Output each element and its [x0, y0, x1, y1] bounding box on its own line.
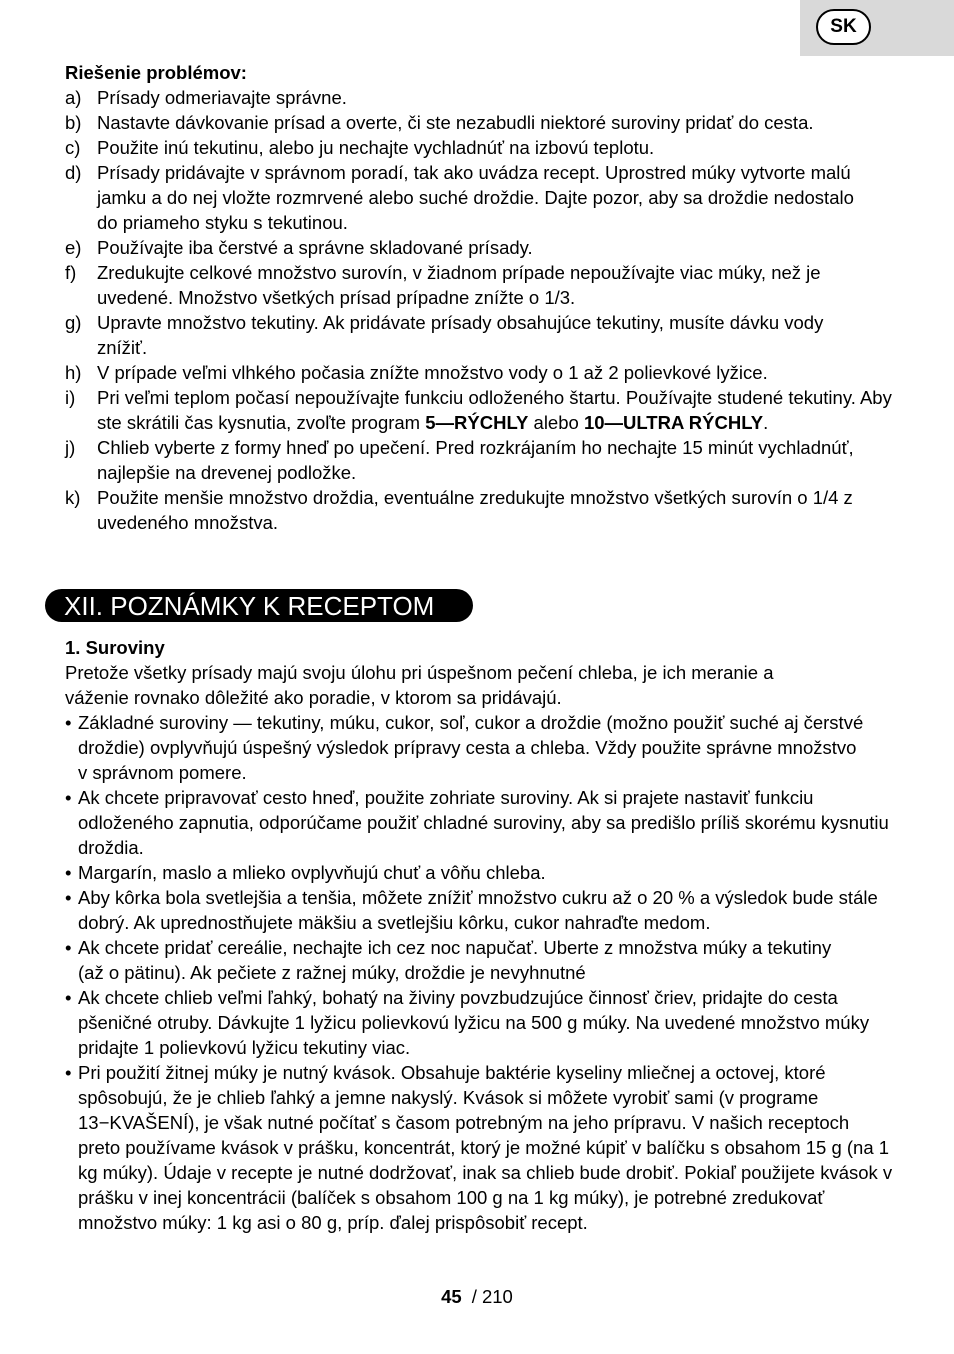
- list-item: g) Upravte množstvo tekutiny. Ak pridávate prísady obsahujúce tekutiny, musíte dávku vody znížiť.: [65, 312, 824, 358]
- current-page: 45: [441, 1286, 462, 1307]
- bullet: •: [65, 937, 72, 958]
- program-name: 5—RÝCHLY: [425, 412, 529, 433]
- list-item: • Ak chcete pripravovať cesto hneď, použite zohriate suroviny. Ak si prajete nastaviť funkciu odloženého zapnutia, odporúčame použiť chladné suroviny, aby sa predišlo príliš skorému kysnutiu droždia.: [65, 787, 889, 858]
- ingredients-heading: 1. Suroviny: [65, 637, 165, 658]
- list-item: e) Používajte iba čerstvé a správne skladované prísady.: [65, 237, 533, 258]
- ingredients-section: [65, 635, 895, 1235]
- bullet: •: [65, 787, 72, 808]
- list-item: • Ak chcete chlieb veľmi ľahký, bohatý na živiny povzbudzujúce činnosť čriev, pridajte do cesta pšeničné otruby. Dávkujte 1 lyžicu polievkovú lyžicu na 500 g múky. Na uvedené množstvo múky pridajte 1 polievkovú lyžicu tekutiny viac.: [65, 987, 870, 1058]
- troubleshooting-section: [65, 60, 895, 535]
- list-item: j) Chlieb vyberte z formy hneď po upečení. Pred rozkrájaním ho nechajte 15 minút vychladnúť, najlepšie na drevenej podložke.: [65, 437, 854, 483]
- list-item: • Margarín, maslo a mlieko ovplyvňujú chuť a vôňu chleba.: [65, 862, 546, 883]
- list-item: • Ak chcete pridať cereálie, nechajte ich cez noc napučať. Uberte z množstva múky a tekutiny (až o pätinu). Ak pečiete z ražnej múky, droždie je nevyhnutné: [65, 937, 832, 983]
- list-item: k) Použite menšie množstvo droždia, eventuálne zredukujte množstvo všetkých surovín o 1/4 z uvedeného množstva.: [65, 487, 853, 533]
- bullet: •: [65, 1062, 72, 1083]
- language-tab: [800, 0, 954, 56]
- list-item: f) Zredukujte celkové množstvo surovín, v žiadnom prípade nepoužívajte viac múky, než je uvedené. Množstvo všetkých prísad prípadne znížte o 1/3.: [65, 262, 821, 308]
- list-item: a) Prísady odmeriavajte správne.: [65, 87, 347, 108]
- list-item: • Aby kôrka bola svetlejšia a tenšia, môžete znížiť množstvo cukru až o 20 % a výsledok bude stále dobrý. Ak uprednostňujete mäkšiu a svetlejšiu kôrku, cukor nahraďte medom.: [65, 887, 878, 933]
- section-banner: XII. POZNÁMKY K RECEPTOM: [45, 589, 473, 622]
- list-item: c) Použite inú tekutinu, alebo ju nechajte vychladnúť na izbovú teplotu.: [65, 137, 655, 158]
- bullet: •: [65, 712, 72, 733]
- program-name: 10—ULTRA RÝCHLY: [583, 412, 764, 433]
- bullet: •: [65, 987, 72, 1008]
- language-badge: SK: [816, 9, 871, 45]
- total-pages: / 210: [471, 1286, 513, 1307]
- ingredients-intro: Pretože všetky prísady majú svoju úlohu pri úspešnom pečení chleba, je ich meranie a váženie rovnako dôležité ako poradie, v ktorom sa pridávajú.: [65, 662, 774, 708]
- list-item: b) Nastavte dávkovanie prísad a overte, či ste nezabudli niektoré suroviny pridať do cesta.: [65, 112, 814, 133]
- list-item: h) V prípade veľmi vlhkého počasia znížte množstvo vody o 1 až 2 polievkové lyžice.: [65, 362, 768, 383]
- list-item: d) Prísady pridávajte v správnom poradí, tak ako uvádza recept. Uprostred múky vytvorte malú jamku a do nej vložte rozmrvené alebo suché droždie. Dajte pozor, aby sa droždie nedostalo do priameho styku s tekutinou.: [65, 162, 854, 233]
- bullet: •: [65, 862, 72, 883]
- list-item: i) Pri veľmi teplom počasí nepoužívajte funkciu odloženého štartu. Používajte studené tekutiny. Aby ste skrátili čas kysnutia, zvoľte program 5—RÝCHLY alebo 10—ULTRA RÝCHLY.: [65, 387, 892, 433]
- list-item: • Základné suroviny — tekutiny, múku, cukor, soľ, cukor a droždie (možno použiť suché aj čerstvé droždie) ovplyvňujú úspešný výsledok prípravy cesta a chleba. Vždy použite správne množstvo v správnom pomere.: [65, 712, 864, 783]
- troubleshooting-heading: Riešenie problémov:: [65, 62, 247, 83]
- page-number: [0, 1286, 954, 1308]
- list-item: • Pri použití žitnej múky je nutný kvások. Obsahuje baktérie kyseliny mliečnej a octovej, ktoré spôsobujú, že je chlieb ľahký a jemne nakyslý. Kvások si môžete vyrobiť sami (v programe 13−KVAŠENÍ), je však nutné počítať s časom potrebným na jeho prípravu. V našich receptoch preto používame kvások v prášku, koncentrát, ktorý je možné kúpiť v balíčku s obsahom 15 g (na 1 kg múky). Údaje v recepte je nutné dodržovať, inak sa chlieb bude drobiť. Pokiaľ použijete kvások v prášku v inej koncentrácii (balíček s obsahom 100 g na 1 kg múky), je potrebné zredukovať množstvo múky: 1 kg asi o 80 g, príp. ďalej prispôsobiť recept.: [65, 1062, 893, 1233]
- bullet: •: [65, 887, 72, 908]
